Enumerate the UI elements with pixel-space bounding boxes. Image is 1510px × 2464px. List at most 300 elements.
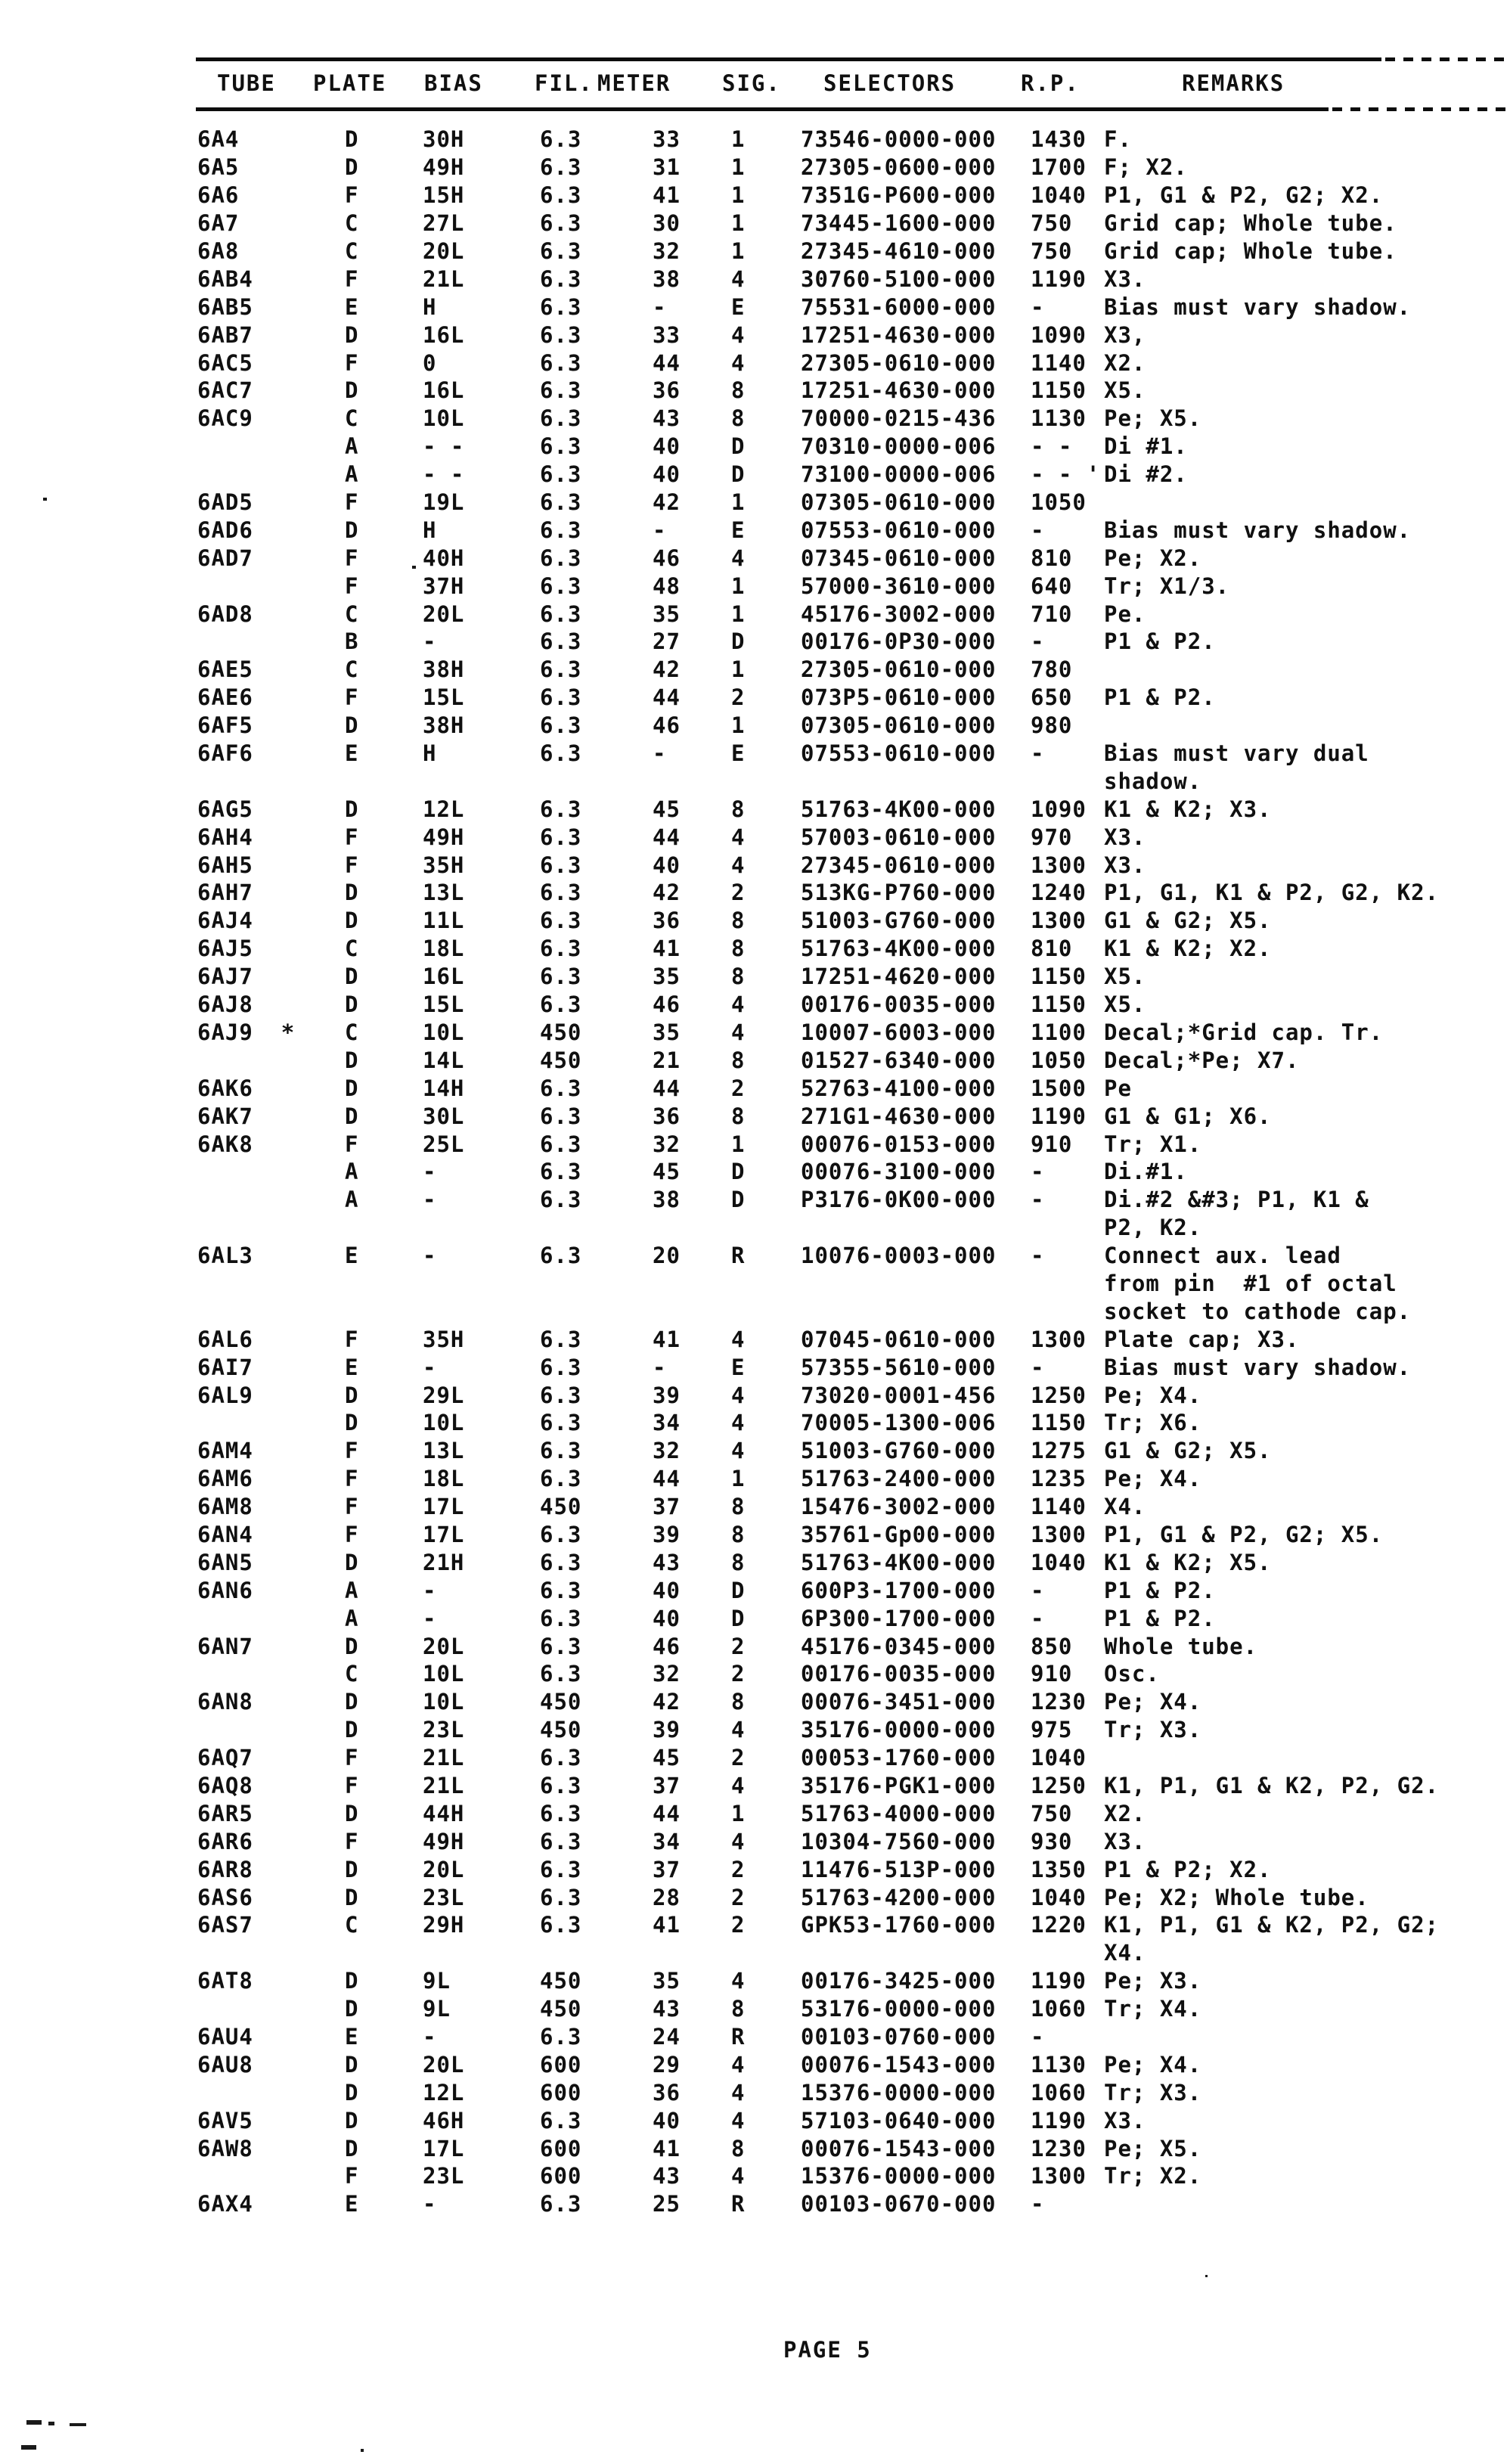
cell-bias: 15H [423, 182, 465, 209]
cell-remarks: F; X2. [1104, 154, 1188, 181]
cell-bias: 14H [423, 1075, 465, 1101]
table-row [197, 1353, 1468, 1381]
cell-bias: 17L [423, 1521, 465, 1547]
cell-meter: 41 [653, 1326, 681, 1352]
cell-fil: 6.3 [540, 1354, 582, 1380]
cell-sig: 4 [731, 1828, 746, 1854]
cell-meter: 42 [653, 656, 681, 683]
cell-fil: 6.3 [540, 2107, 582, 2134]
cell-bias: 10L [423, 405, 465, 432]
cell-bias: 23L [423, 2163, 465, 2189]
cell-fil: 6.3 [540, 1131, 582, 1157]
cell-bias: 15L [423, 991, 465, 1018]
cell-plate: B [345, 628, 359, 655]
cell-fil: 6.3 [540, 517, 582, 543]
table-row [197, 1967, 1468, 1995]
cell-selectors: 00176-3425-000 [801, 1968, 997, 1994]
cell-remarks: Pe; X2; Whole tube. [1104, 1884, 1369, 1910]
cell-plate: C [345, 238, 359, 264]
cell-sig: 2 [731, 1075, 746, 1101]
table-row [197, 991, 1468, 1019]
cell-tube: 6AW8 [197, 2135, 253, 2161]
cell-rp: 980 [1031, 712, 1073, 739]
cell-bias: - [423, 1159, 437, 1185]
cell-bias: 40H [423, 545, 465, 571]
cell-sig: 8 [731, 1521, 746, 1547]
cell-selectors: 27345-4610-000 [801, 238, 997, 264]
cell-bias: 21H [423, 1549, 465, 1575]
table-row [197, 1995, 1468, 2023]
table-row [197, 2162, 1468, 2190]
table-row [197, 1465, 1468, 1493]
cell-bias: 10L [423, 1689, 465, 1715]
cell-plate: D [345, 1382, 359, 1408]
cell-fil: 600 [540, 2079, 582, 2106]
table-row [197, 1799, 1468, 1827]
cell-meter: 35 [653, 1968, 681, 1994]
cell-selectors: 30760-5100-000 [801, 265, 997, 292]
cell-plate: F [345, 852, 359, 878]
cell-rp: - [1031, 517, 1045, 543]
cell-sig: 8 [731, 936, 746, 962]
cell-fil: 6.3 [540, 2024, 582, 2050]
cell-fil: 6.3 [540, 182, 582, 209]
cell-selectors: 57355-5610-000 [801, 1354, 997, 1380]
cell-sig: 8 [731, 1689, 746, 1715]
header-top-rule [196, 57, 1381, 61]
cell-rp: 810 [1031, 545, 1073, 571]
col-header-plate: PLATE [313, 70, 387, 96]
cell-meter: 39 [653, 1382, 681, 1408]
cell-plate: C [345, 1661, 359, 1687]
table-row [197, 712, 1468, 740]
table-row [197, 1074, 1468, 1102]
cell-selectors: 51763-4000-000 [801, 1800, 997, 1826]
cell-remarks: Pe; X2. [1104, 545, 1202, 571]
cell-bias: 49H [423, 824, 465, 850]
cell-tube: 6AD8 [197, 600, 253, 627]
cell-rp: - [1031, 1159, 1045, 1185]
cell-plate: F [345, 1828, 359, 1854]
cell-meter: 44 [653, 1075, 681, 1101]
cell-remarks: Tr; X3. [1104, 2079, 1202, 2106]
cell-plate: C [345, 210, 359, 237]
cell-plate: E [345, 293, 359, 320]
table-row [197, 349, 1468, 377]
cell-fil: 6.3 [540, 433, 582, 460]
cell-remarks: Bias must vary shadow. [1104, 1354, 1412, 1380]
cell-plate: F [345, 1438, 359, 1464]
table-row [197, 1437, 1468, 1465]
cell-fil: 6.3 [540, 1856, 582, 1882]
cell-tube: 6AX4 [197, 2191, 253, 2217]
cell-meter: 46 [653, 991, 681, 1018]
cell-rp: 1060 [1031, 1996, 1087, 2022]
cell-meter: - [653, 293, 667, 320]
cell-selectors: 51763-4K00-000 [801, 796, 997, 822]
table-row [197, 1911, 1468, 1939]
cell-fil: 600 [540, 2135, 582, 2161]
cell-selectors: 10304-7560-000 [801, 1828, 997, 1854]
header-bottom-rule-dashed-tail [1332, 107, 1508, 111]
cell-rp: 1190 [1031, 1103, 1087, 1129]
cell-meter: 24 [653, 2024, 681, 2050]
cell-fil: 6.3 [540, 1800, 582, 1826]
cell-plate: A [345, 1187, 359, 1213]
cell-remarks: X4. [1104, 1494, 1146, 1520]
cell-selectors: 51763-2400-000 [801, 1466, 997, 1492]
scan-speck [21, 2445, 36, 2450]
cell-tube: 6AL9 [197, 1382, 253, 1408]
cell-plate: D [345, 964, 359, 990]
cell-remarks: Plate cap; X3. [1104, 1326, 1300, 1352]
cell-bias: - - [423, 433, 465, 460]
cell-remarks: Di.#2 &#3; P1, K1 & [1104, 1187, 1369, 1213]
cell-meter: 33 [653, 126, 681, 153]
cell-sig: 8 [731, 377, 746, 404]
cell-bias: 35H [423, 1326, 465, 1352]
cell-sig: 2 [731, 1745, 746, 1771]
cell-rp: 1230 [1031, 1689, 1087, 1715]
cell-sig: 1 [731, 238, 746, 264]
cell-meter: 45 [653, 1745, 681, 1771]
table-row [197, 795, 1468, 823]
cell-rp: 1140 [1031, 1494, 1087, 1520]
cell-remarks: X4. [1104, 1940, 1146, 1966]
cell-tube: 6AE5 [197, 656, 253, 683]
scan-speck [412, 566, 416, 569]
table-row [197, 544, 1468, 572]
scan-speck [43, 498, 47, 501]
cell-meter: 39 [653, 1717, 681, 1743]
cell-remarks: X3. [1104, 265, 1146, 292]
cell-tube: 6A8 [197, 238, 240, 264]
cell-rp: - - ' [1031, 461, 1101, 488]
cell-tube: 6AR8 [197, 1856, 253, 1882]
cell-remarks: X3. [1104, 852, 1146, 878]
cell-rp: 1350 [1031, 1856, 1087, 1882]
cell-fil: 450 [540, 1689, 582, 1715]
cell-selectors: 51763-4K00-000 [801, 936, 997, 962]
cell-rp: 1150 [1031, 964, 1087, 990]
cell-selectors: 00076-1543-000 [801, 2051, 997, 2078]
cell-fil: 6.3 [540, 1410, 582, 1436]
cell-plate: D [345, 1996, 359, 2022]
cell-tube: 6AG5 [197, 796, 253, 822]
cell-fil: 6.3 [540, 238, 582, 264]
cell-sig: 4 [731, 1326, 746, 1352]
cell-selectors: 073P5-0610-000 [801, 684, 997, 711]
table-row [197, 1548, 1468, 1576]
table-row [197, 628, 1468, 656]
cell-selectors: 07553-0610-000 [801, 517, 997, 543]
cell-meter: 44 [653, 684, 681, 711]
cell-selectors: 53176-0000-000 [801, 1996, 997, 2022]
cell-bias: H [423, 293, 437, 320]
cell-plate: E [345, 740, 359, 767]
cell-meter: - [653, 740, 667, 767]
cell-plate: A [345, 433, 359, 460]
cell-plate: D [345, 991, 359, 1018]
cell-sig: 1 [731, 210, 746, 237]
cell-sig: 4 [731, 1968, 746, 1994]
table-row [197, 1939, 1468, 1967]
table-row [197, 321, 1468, 349]
cell-fil: 6.3 [540, 1828, 582, 1854]
cell-remarks: from pin #1 of octal [1104, 1270, 1397, 1296]
table-row [197, 237, 1468, 265]
cell-meter: 28 [653, 1884, 681, 1910]
cell-rp: 710 [1031, 600, 1073, 627]
cell-remarks: Osc. [1104, 1661, 1160, 1687]
cell-plate: D [345, 321, 359, 348]
col-header-selectors: SELECTORS [823, 70, 957, 96]
cell-tube: 6AQ7 [197, 1745, 253, 1771]
cell-rp: 1040 [1031, 182, 1087, 209]
table-row [197, 405, 1468, 433]
cell-rp: 1240 [1031, 880, 1087, 906]
cell-selectors: 07305-0610-000 [801, 712, 997, 739]
cell-remarks: X5. [1104, 377, 1146, 404]
cell-remarks: Pe; X4. [1104, 1689, 1202, 1715]
table-row [197, 1576, 1468, 1604]
cell-sig: 4 [731, 545, 746, 571]
cell-fil: 450 [540, 1717, 582, 1743]
cell-remarks: Tr; X6. [1104, 1410, 1202, 1436]
cell-plate: D [345, 1047, 359, 1073]
cell-remarks: Pe; X4. [1104, 1466, 1202, 1492]
cell-tube: 6A6 [197, 182, 240, 209]
table-row [197, 2134, 1468, 2162]
cell-remarks: shadow. [1104, 768, 1202, 794]
cell-selectors: 00053-1760-000 [801, 1745, 997, 1771]
cell-rp: - [1031, 1605, 1045, 1631]
cell-remarks: P1 & P2. [1104, 684, 1216, 711]
cell-selectors: 70310-0000-006 [801, 433, 997, 460]
cell-rp: 810 [1031, 936, 1073, 962]
cell-tube: 6AM8 [197, 1494, 253, 1520]
cell-rp: 1300 [1031, 2163, 1087, 2189]
cell-sig: 2 [731, 1661, 746, 1687]
cell-sig: 4 [731, 1772, 746, 1798]
table-row [197, 767, 1468, 795]
cell-sig: 1 [731, 712, 746, 739]
cell-fil: 6.3 [540, 991, 582, 1018]
cell-selectors: 00103-0760-000 [801, 2024, 997, 2050]
cell-tube: 6AK6 [197, 1075, 253, 1101]
cell-rp: 1140 [1031, 349, 1087, 376]
cell-plate: A [345, 1605, 359, 1631]
table-row [197, 2078, 1468, 2106]
cell-plate: D [345, 154, 359, 181]
cell-selectors: 75531-6000-000 [801, 293, 997, 320]
cell-meter: 35 [653, 1019, 681, 1045]
cell-bias: 17L [423, 1494, 465, 1520]
cell-bias: 21L [423, 1772, 465, 1798]
cell-fil: 6.3 [540, 461, 582, 488]
cell-fil: 6.3 [540, 265, 582, 292]
cell-bias: - [423, 2024, 437, 2050]
cell-rp: 970 [1031, 824, 1073, 850]
scan-speck [48, 2422, 54, 2425]
cell-selectors: 27305-0610-000 [801, 656, 997, 683]
cell-plate: C [345, 1019, 359, 1045]
cell-selectors: 00103-0670-000 [801, 2191, 997, 2217]
cell-bias: 18L [423, 1466, 465, 1492]
cell-remarks: Whole tube. [1104, 1633, 1258, 1659]
cell-sig: D [731, 461, 746, 488]
cell-tube: 6AH7 [197, 880, 253, 906]
cell-selectors: 600P3-1700-000 [801, 1577, 997, 1603]
cell-sig: 4 [731, 2107, 746, 2134]
table-row [197, 2106, 1468, 2134]
cell-meter: 38 [653, 1187, 681, 1213]
cell-fil: 6.3 [540, 1605, 582, 1631]
cell-tube: 6AL6 [197, 1326, 253, 1352]
cell-tube: 6AU4 [197, 2024, 253, 2050]
cell-plate: A [345, 1159, 359, 1185]
cell-sig: E [731, 293, 746, 320]
table-row [197, 1521, 1468, 1549]
table-row [197, 461, 1468, 489]
cell-plate: D [345, 1410, 359, 1436]
cell-plate: D [345, 517, 359, 543]
cell-fil: 6.3 [540, 377, 582, 404]
cell-tube: 6AK7 [197, 1103, 253, 1129]
cell-selectors: 7351G-P600-000 [801, 182, 997, 209]
cell-selectors: 51763-4K00-000 [801, 1549, 997, 1575]
cell-sig: 2 [731, 1884, 746, 1910]
cell-rp: - [1031, 628, 1045, 655]
cell-rp: 1130 [1031, 2051, 1087, 2078]
cell-rp: 975 [1031, 1717, 1073, 1743]
cell-tube: 6A5 [197, 154, 240, 181]
cell-selectors: 51003-G760-000 [801, 908, 997, 934]
cell-rp: 910 [1031, 1131, 1073, 1157]
table-row [197, 516, 1468, 544]
cell-rp: - [1031, 1577, 1045, 1603]
cell-rp: 1250 [1031, 1772, 1087, 1798]
cell-tube: 6AE6 [197, 684, 253, 711]
cell-meter: 37 [653, 1494, 681, 1520]
cell-fil: 450 [540, 1996, 582, 2022]
cell-rp: 1300 [1031, 908, 1087, 934]
table-row [197, 907, 1468, 935]
table-row [197, 684, 1468, 712]
cell-remarks: X3, [1104, 321, 1146, 348]
cell-bias: 9L [423, 1968, 451, 1994]
cell-bias: 10L [423, 1410, 465, 1436]
cell-fil: 6.3 [540, 126, 582, 153]
col-header-rp: R.P. [1021, 70, 1080, 96]
cell-tube: 6A4 [197, 126, 240, 153]
cell-bias: - [423, 1605, 437, 1631]
cell-meter: 41 [653, 936, 681, 962]
cell-fil: 6.3 [540, 1772, 582, 1798]
cell-rp: 1040 [1031, 1549, 1087, 1575]
cell-tube: 6AL3 [197, 1243, 253, 1269]
cell-plate: C [345, 936, 359, 962]
cell-fil: 6.3 [540, 573, 582, 599]
cell-selectors: 07045-0610-000 [801, 1326, 997, 1352]
cell-sig: 1 [731, 1800, 746, 1826]
cell-meter: 43 [653, 1996, 681, 2022]
cell-meter: 35 [653, 964, 681, 990]
cell-sig: E [731, 1354, 746, 1380]
cell-sig: 4 [731, 2051, 746, 2078]
cell-rp: 1235 [1031, 1466, 1087, 1492]
cell-meter: 43 [653, 1549, 681, 1575]
table-row [197, 1214, 1468, 1242]
cell-remarks: K1 & K2; X2. [1104, 936, 1272, 962]
table-row [197, 154, 1468, 182]
cell-sig: 1 [731, 600, 746, 627]
cell-sig: 4 [731, 1438, 746, 1464]
cell-plate: E [345, 2191, 359, 2217]
cell-rp: - [1031, 1354, 1045, 1380]
cell-remarks: Grid cap; Whole tube. [1104, 238, 1397, 264]
cell-bias: 21L [423, 265, 465, 292]
table-row [197, 2190, 1468, 2218]
cell-selectors: 00176-0035-000 [801, 1661, 997, 1687]
cell-tube: 6AM6 [197, 1466, 253, 1492]
cell-fil: 6.3 [540, 1577, 582, 1603]
cell-plate: D [345, 1549, 359, 1575]
cell-sig: E [731, 517, 746, 543]
cell-selectors: 27305-0600-000 [801, 154, 997, 181]
cell-selectors: 35761-Gp00-000 [801, 1521, 997, 1547]
cell-plate: D [345, 1800, 359, 1826]
cell-sig: D [731, 1577, 746, 1603]
cell-fil: 6.3 [540, 600, 582, 627]
cell-rp: 910 [1031, 1661, 1073, 1687]
cell-meter: 32 [653, 1131, 681, 1157]
cell-selectors: 07553-0610-000 [801, 740, 997, 767]
cell-bias: - [423, 1354, 437, 1380]
table-row [197, 1158, 1468, 1186]
table-row [197, 935, 1468, 963]
cell-remarks: K1, P1, G1 & K2, P2, G2; [1104, 1912, 1440, 1938]
cell-bias: 10L [423, 1019, 465, 1045]
cell-meter: 46 [653, 1633, 681, 1659]
cell-tube: 6AN7 [197, 1633, 253, 1659]
cell-selectors: 00076-3100-000 [801, 1159, 997, 1185]
cell-selectors: 35176-PGK1-000 [801, 1772, 997, 1798]
cell-plate: D [345, 1884, 359, 1910]
table-row [197, 1325, 1468, 1353]
cell-meter: 33 [653, 321, 681, 348]
cell-tube: 6AJ5 [197, 936, 253, 962]
cell-bias: 16L [423, 964, 465, 990]
table-row [197, 600, 1468, 628]
cell-meter: 29 [653, 2051, 681, 2078]
cell-bias: 12L [423, 796, 465, 822]
cell-fil: 6.3 [540, 1884, 582, 1910]
cell-fil: 6.3 [540, 293, 582, 320]
cell-remarks: Di.#1. [1104, 1159, 1188, 1185]
cell-sig: 2 [731, 1912, 746, 1938]
cell-fil: 6.3 [540, 1103, 582, 1129]
cell-selectors: 57000-3610-000 [801, 573, 997, 599]
cell-bias: - [423, 1577, 437, 1603]
cell-fil: 600 [540, 2051, 582, 2078]
scan-speck [361, 2449, 364, 2452]
cell-rp: - [1031, 1243, 1045, 1269]
cell-fil: 6.3 [540, 1159, 582, 1185]
cell-plate: D [345, 2107, 359, 2134]
cell-rp: 1300 [1031, 852, 1087, 878]
cell-remarks: G1 & G2; X5. [1104, 908, 1272, 934]
